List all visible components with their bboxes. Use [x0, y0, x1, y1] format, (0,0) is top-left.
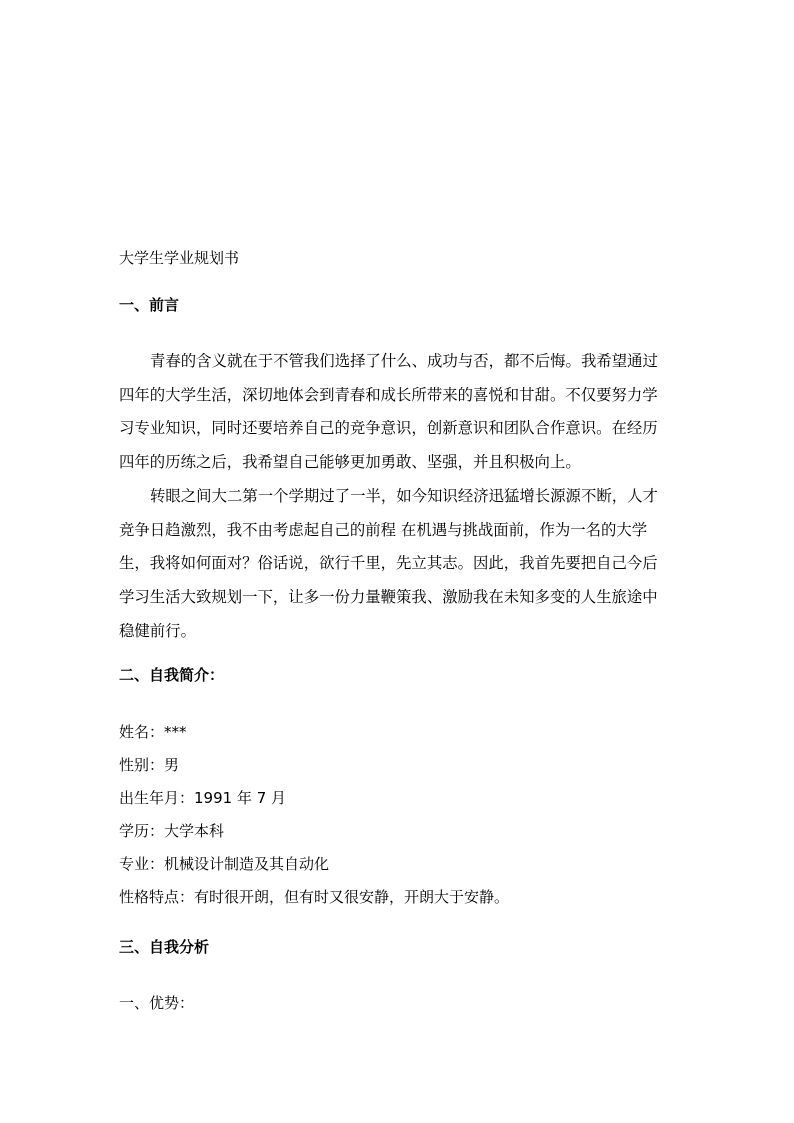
paragraph-line: 习专业知识，同时还要培养自己的竞争意识，创新意识和团队合作意识。在经历	[119, 419, 658, 438]
paragraph-line: 转眼之间大二第一个学期过了一半，如今知识经济迅猛增长源源不断，人才	[150, 487, 658, 505]
section-heading-self-intro: 二、自我简介：	[119, 666, 225, 684]
intro-education: 学历：大学本科	[119, 822, 225, 840]
paragraph-line: 竞争日趋激烈，我不由考虑起自己的前程 在机遇与挑战面前，作为一名的大学	[119, 520, 648, 539]
sub-heading-strengths: 一、优势：	[119, 994, 195, 1012]
paragraph-line: 稳健前行。	[119, 621, 196, 640]
intro-gender: 性别：男	[119, 756, 180, 774]
section-heading-self-analysis: 三、自我分析	[119, 938, 210, 956]
paragraph-line: 四年的大学生活，深切地体会到青春和成长所带来的喜悦和甘甜。不仅要努力学	[119, 385, 658, 404]
document-title: 大学生学业规划书	[119, 249, 240, 267]
preface-paragraph-2	[119, 480, 679, 649]
intro-major: 专业：机械设计制造及其自动化	[119, 855, 330, 873]
preface-paragraph-1	[119, 345, 679, 480]
paragraph-line: 生，我将如何面对？俗话说，欲行千里，先立其志。因此，我首先要把自己今后	[119, 554, 658, 573]
intro-personality: 性格特点：有时很开朗，但有时又很安静，开朗大于安静。	[119, 888, 510, 906]
intro-name: 姓名：***	[119, 723, 187, 741]
paragraph-line: 四年的历练之后，我希望自己能够更加勇敢、坚强，并且积极向上。	[119, 453, 581, 472]
paragraph-line: 青春的含义就在于不管我们选择了什么、成功与否，都不后悔。我希望通过	[150, 352, 658, 370]
section-heading-preface: 一、前言	[119, 296, 180, 314]
paragraph-line: 学习生活大致规划一下，让多一份力量鞭策我、激励我在未知多变的人生旅途中	[119, 588, 658, 607]
intro-birth-date: 出生年月：1991 年 7 月	[119, 789, 287, 807]
